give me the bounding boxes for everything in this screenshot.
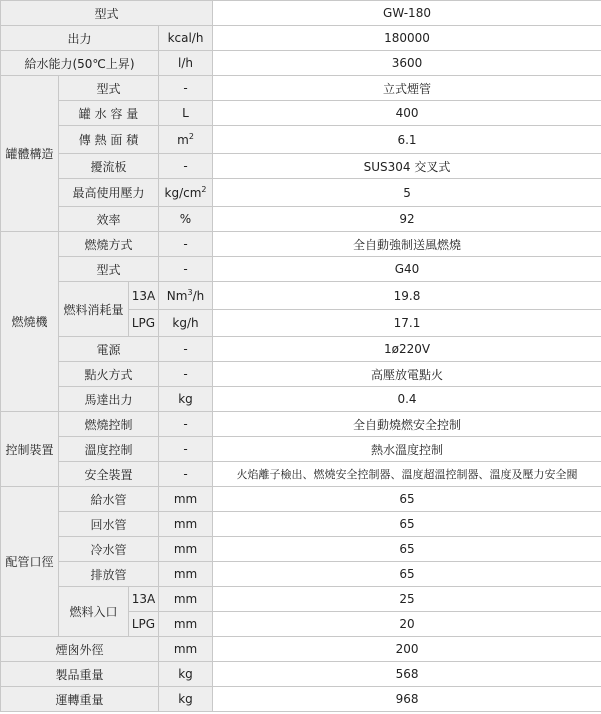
ignition-unit: - (159, 362, 213, 387)
capacity-label: 罐 水 容 量 (59, 101, 159, 126)
return-pipe-value: 65 (213, 512, 601, 537)
row-safety-device (1, 462, 601, 487)
fuel-inlet-label: 燃料入口 (59, 587, 129, 637)
row-output (1, 26, 601, 51)
row-temperature-control (1, 437, 601, 462)
heat-area-unit-base: m (177, 132, 189, 147)
water-supply-value: 3600 (213, 51, 601, 76)
safety-device-unit: - (159, 462, 213, 487)
max-pressure-unit-sup: 2 (201, 184, 207, 194)
combustion-control-value: 全自動燒燃安全控制 (213, 412, 601, 437)
ignition-value: 高壓放電點火 (213, 362, 601, 387)
row-max-pressure (1, 179, 601, 207)
return-pipe-label: 回水管 (59, 512, 159, 537)
motor-unit: kg (159, 387, 213, 412)
combustion-method-value: 全自動強制送風燃燒 (213, 232, 601, 257)
fuel-inlet-13a-value: 25 (213, 587, 601, 612)
fuel-consumption-13a-unit (159, 282, 213, 310)
model-value: GW-180 (213, 1, 601, 26)
ignition-label: 點火方式 (59, 362, 159, 387)
fuel-inlet-13a-sub: 13A (129, 587, 159, 612)
water-supply-label: 給水能力(50℃上昇) (1, 51, 159, 76)
row-drain-pipe (1, 562, 601, 587)
row-capacity (1, 101, 601, 126)
temperature-control-label: 溫度控制 (59, 437, 159, 462)
output-value: 180000 (213, 26, 601, 51)
cold-pipe-value: 65 (213, 537, 601, 562)
group-piping-label: 配管口徑 (1, 487, 59, 637)
row-fuel-inlet-13a (1, 587, 601, 612)
temperature-control-value: 熱水溫度控制 (213, 437, 601, 462)
row-baffle (1, 154, 601, 179)
burner-type-label: 型式 (59, 257, 159, 282)
row-cold-pipe (1, 537, 601, 562)
group-control-label: 控制裝置 (1, 412, 59, 487)
fuel-inlet-lpg-sub: LPG (129, 612, 159, 637)
feed-pipe-label: 給水管 (59, 487, 159, 512)
fuel-inlet-lpg-unit: mm (159, 612, 213, 637)
row-motor (1, 387, 601, 412)
fuel-consumption-lpg-unit: kg/h (159, 310, 213, 337)
efficiency-unit: % (159, 207, 213, 232)
capacity-value: 400 (213, 101, 601, 126)
row-water-supply (1, 51, 601, 76)
fuel-consumption-lpg-sub: LPG (129, 310, 159, 337)
product-weight-value: 568 (213, 662, 601, 687)
combustion-control-unit: - (159, 412, 213, 437)
max-pressure-label: 最高使用壓力 (59, 179, 159, 207)
body-type-value: 立式煙管 (213, 76, 601, 101)
power-label: 電源 (59, 337, 159, 362)
row-heat-area (1, 126, 601, 154)
group-body-label: 罐體構造 (1, 76, 59, 232)
drain-pipe-label: 排放管 (59, 562, 159, 587)
fuel-inlet-lpg-value: 20 (213, 612, 601, 637)
combustion-control-label: 燃燒控制 (59, 412, 159, 437)
capacity-unit: L (159, 101, 213, 126)
fuel-consumption-label: 燃料消耗量 (59, 282, 129, 337)
burner-type-unit: - (159, 257, 213, 282)
fuel-inlet-13a-unit: mm (159, 587, 213, 612)
heat-area-label: 傳 熱 面 積 (59, 126, 159, 154)
baffle-label: 擾流板 (59, 154, 159, 179)
max-pressure-value: 5 (213, 179, 601, 207)
chimney-unit: mm (159, 637, 213, 662)
feed-pipe-value: 65 (213, 487, 601, 512)
burner-type-value: G40 (213, 257, 601, 282)
motor-label: 馬達出力 (59, 387, 159, 412)
row-feed-pipe (1, 487, 601, 512)
fuel-13a-unit-base: Nm (166, 288, 188, 303)
chimney-value: 200 (213, 637, 601, 662)
row-return-pipe (1, 512, 601, 537)
output-unit: kcal/h (159, 26, 213, 51)
body-type-label: 型式 (59, 76, 159, 101)
fuel-13a-unit-tail: /h (192, 288, 205, 303)
operating-weight-unit: kg (159, 687, 213, 712)
fuel-consumption-lpg-value: 17.1 (213, 310, 601, 337)
cold-pipe-unit: mm (159, 537, 213, 562)
row-burner-type (1, 257, 601, 282)
fuel-consumption-13a-value: 19.8 (213, 282, 601, 310)
fuel-13a-unit-sup: 3 (187, 287, 193, 297)
group-burner-label: 燃燒機 (1, 232, 59, 412)
output-label: 出力 (1, 26, 159, 51)
row-body-type (1, 76, 601, 101)
fuel-consumption-13a-sub: 13A (129, 282, 159, 310)
combustion-method-unit: - (159, 232, 213, 257)
baffle-unit: - (159, 154, 213, 179)
drain-pipe-value: 65 (213, 562, 601, 587)
motor-value: 0.4 (213, 387, 601, 412)
operating-weight-value: 968 (213, 687, 601, 712)
feed-pipe-unit: mm (159, 487, 213, 512)
row-power (1, 337, 601, 362)
row-model (1, 1, 601, 26)
heat-area-unit (159, 126, 213, 154)
temperature-control-unit: - (159, 437, 213, 462)
row-operating-weight (1, 687, 601, 712)
row-product-weight (1, 662, 601, 687)
row-chimney (1, 637, 601, 662)
heat-area-unit-sup: 2 (188, 131, 194, 141)
combustion-method-label: 燃燒方式 (59, 232, 159, 257)
row-fuel-consumption-13a (1, 282, 601, 310)
water-supply-unit: l/h (159, 51, 213, 76)
operating-weight-label: 運轉重量 (1, 687, 159, 712)
safety-device-label: 安全裝置 (59, 462, 159, 487)
return-pipe-unit: mm (159, 512, 213, 537)
efficiency-value: 92 (213, 207, 601, 232)
safety-device-value: 火焰離子檢出、燃燒安全控制器、溫度超溫控制器、溫度及壓力安全閥 (213, 462, 601, 487)
cold-pipe-label: 冷水管 (59, 537, 159, 562)
efficiency-label: 效率 (59, 207, 159, 232)
baffle-value: SUS304 交叉式 (213, 154, 601, 179)
row-combustion-method (1, 232, 601, 257)
max-pressure-unit-base: kg/cm (164, 185, 202, 200)
row-combustion-control (1, 412, 601, 437)
drain-pipe-unit: mm (159, 562, 213, 587)
chimney-label: 煙囪外徑 (1, 637, 159, 662)
power-value: 1ø220V (213, 337, 601, 362)
body-type-unit: - (159, 76, 213, 101)
power-unit: - (159, 337, 213, 362)
heat-area-value: 6.1 (213, 126, 601, 154)
max-pressure-unit (159, 179, 213, 207)
product-weight-unit: kg (159, 662, 213, 687)
product-weight-label: 製品重量 (1, 662, 159, 687)
row-ignition (1, 362, 601, 387)
row-efficiency (1, 207, 601, 232)
model-label: 型式 (1, 1, 213, 26)
